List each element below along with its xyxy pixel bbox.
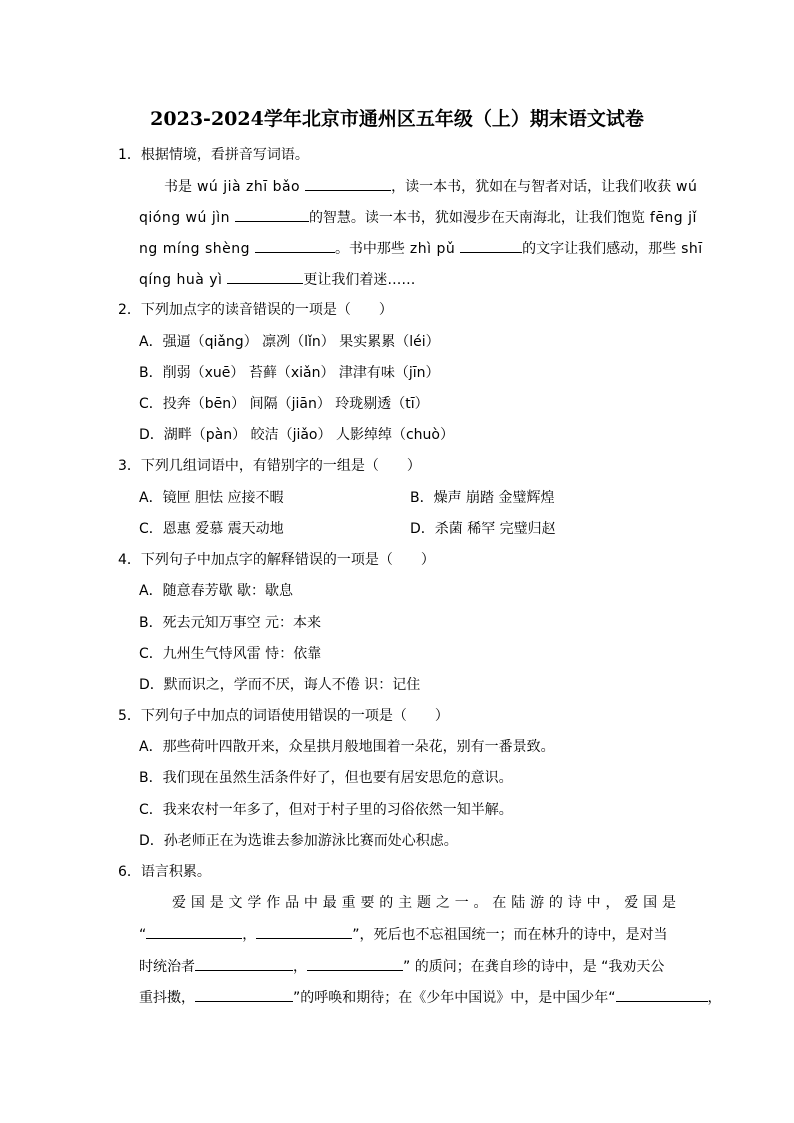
q6-text: 时统治者 <box>139 959 195 975</box>
pinyin: fēng jǐ <box>644 210 697 226</box>
question-1-line-1 <box>164 177 697 196</box>
question-4-option-c[interactable]: C．九州生气恃风雷 恃：依靠 <box>139 646 322 662</box>
q1-text: 的智慧。读一本书，犹如漫步在天南海北，让我们饱览 <box>308 210 645 226</box>
question-5-option-c[interactable]: C．我来农村一年多了，但对于村子里的习俗依然一知半解。 <box>139 802 513 818</box>
pinyin: wú jià zhī bǎo <box>192 179 306 195</box>
question-3-option-a[interactable]: A．镜匣 胆怯 应接不暇 <box>139 490 284 506</box>
question-3-stem: 3．下列几组词语中，有错别字的一组是（ ） <box>118 458 421 474</box>
q1-text: 书是 <box>164 179 192 195</box>
pinyin: zhì pǔ <box>404 241 461 257</box>
question-1-stem: 1．根据情境，看拼音写词语。 <box>118 147 309 163</box>
pinyin: shī <box>676 241 703 257</box>
question-1-line-4 <box>139 270 415 289</box>
answer-blank[interactable] <box>305 177 391 191</box>
question-6-stem: 6．语言积累。 <box>118 864 211 880</box>
q6-text: 重抖擞， <box>139 990 195 1006</box>
question-2-stem: 2．下列加点字的读音错误的一项是（ ） <box>118 302 393 318</box>
answer-blank[interactable] <box>146 925 242 939</box>
question-4-stem: 4．下列句子中加点字的解释错误的一项是（ ） <box>118 552 435 568</box>
q6-text: ， <box>242 927 257 943</box>
question-3-option-c[interactable]: C．恩惠 爱慕 震天动地 <box>139 521 284 537</box>
q6-text: ” 的质问；在龚自珍的诗中，是 “我劝天公 <box>403 959 665 975</box>
question-5-option-b[interactable]: B．我们现在虽然生活条件好了，但也要有居安思危的意识。 <box>139 770 513 786</box>
question-4-option-b[interactable]: B．死去元知万事空 元：本来 <box>139 615 322 631</box>
q1-text: ，读一本书，犹如在与智者对话，让我们收获 <box>391 179 672 195</box>
question-2-option-a[interactable]: A．强逼（qiǎng） 凛冽（lǐn） 果实累累（léi） <box>139 334 440 350</box>
answer-blank[interactable] <box>255 239 335 253</box>
pinyin: wú <box>671 179 698 195</box>
q1-text: 的文字让我们感动，那些 <box>522 241 677 257</box>
question-1-line-2 <box>139 208 697 227</box>
pinyin: qióng wú jìn <box>139 210 235 226</box>
question-6-line-1 <box>172 894 676 912</box>
question-1-line-3 <box>139 239 703 258</box>
answer-blank[interactable] <box>307 957 403 971</box>
q6-text: ”，死后也不忘祖国统一；而在林升的诗中，是对当 <box>352 927 668 943</box>
q6-text: “ <box>139 927 147 943</box>
question-3-option-d[interactable]: D．杀菌 稀罕 完璧归赵 <box>410 521 556 537</box>
question-5-option-d[interactable]: D．孙老师正在为选谁去参加游泳比赛而处心积虑。 <box>139 833 458 849</box>
q6-text: ”的呼唤和期待；在《少年中国说》中，是中国少年“ <box>293 990 616 1006</box>
pinyin: ng míng shèng <box>139 241 255 257</box>
question-2-option-b[interactable]: B．削弱（xuē） 苔藓（xiǎn） 津津有味（jīn） <box>139 365 440 381</box>
question-6-line-4 <box>139 988 722 1007</box>
question-6-line-2 <box>139 925 668 944</box>
answer-blank[interactable] <box>235 208 309 222</box>
question-6-line-3 <box>139 957 664 976</box>
question-2-option-c[interactable]: C．投奔（bēn） 间隔（jiān） 玲珑剔透（tī） <box>139 396 429 412</box>
question-5-stem: 5．下列句子中加点的词语使用错误的一项是（ ） <box>118 708 449 724</box>
q6-text: ， <box>707 990 722 1006</box>
answer-blank[interactable] <box>256 925 352 939</box>
question-5-option-a[interactable]: A．那些荷叶四散开来，众星拱月般地围着一朵花，别有一番景致。 <box>139 739 555 755</box>
answer-blank[interactable] <box>227 270 303 284</box>
question-2-option-d[interactable]: D．湖畔（pàn） 皎洁（jiǎo） 人影绰绰（chuò） <box>139 427 454 443</box>
answer-blank[interactable] <box>616 988 708 1002</box>
answer-blank[interactable] <box>460 239 522 253</box>
answer-blank[interactable] <box>195 988 293 1002</box>
pinyin: qíng huà yì <box>139 272 228 288</box>
question-3-option-b[interactable]: B．燥声 崩踏 金璧辉煌 <box>410 490 555 506</box>
question-4-option-a[interactable]: A．随意春芳歇 歇：歇息 <box>139 583 294 599</box>
answer-blank[interactable] <box>195 957 293 971</box>
page-title: 2023-2024学年北京市通州区五年级（上）期末语文试卷 <box>150 108 644 130</box>
q6-text: ， <box>293 959 307 975</box>
q6-text: 爱国是文学作品中最重要的主题之一。在陆游的诗中，爱国是 <box>172 895 676 911</box>
q1-text: 更让我们着迷…… <box>303 272 416 288</box>
question-4-option-d[interactable]: D．默而识之，学而不厌，诲人不倦 识：记住 <box>139 677 421 693</box>
q1-text: 。书中那些 <box>334 241 405 257</box>
